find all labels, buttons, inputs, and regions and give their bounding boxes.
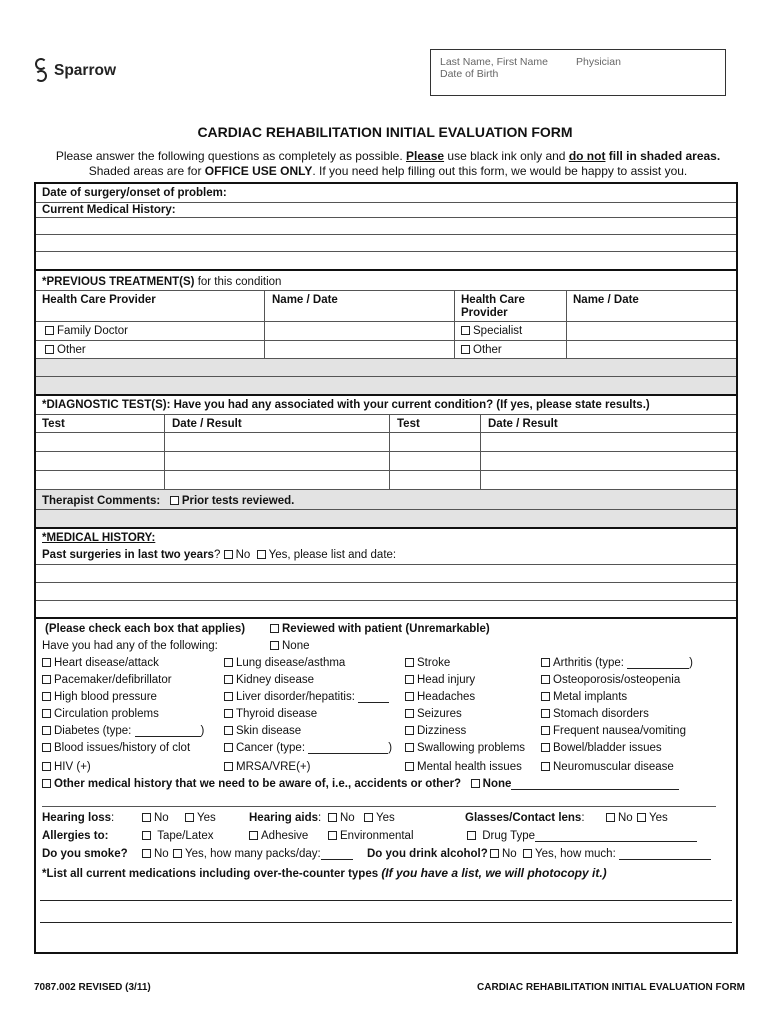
cond-headaches[interactable]	[405, 691, 475, 703]
none-label: None	[282, 640, 310, 652]
cond-nausea[interactable]	[541, 725, 686, 737]
diabetes-type-line[interactable]	[135, 736, 201, 737]
meds-label: *List all current medications including over-the-counter types	[42, 868, 382, 880]
allergy-environmental-label: Environmental	[340, 830, 414, 842]
other-history-row	[42, 778, 679, 790]
drink-no-label: No	[502, 848, 517, 860]
cancer-type-line[interactable]	[308, 753, 388, 754]
hearing-loss-no-checkbox[interactable]	[142, 813, 151, 822]
current-history-label: Current Medical History:	[42, 204, 176, 216]
cond-nausea-label: Frequent nausea/vomiting	[553, 725, 686, 737]
therapist-comments	[42, 495, 294, 507]
intro-text	[0, 149, 770, 179]
cond-mental-label: Mental health issues	[417, 761, 522, 773]
cond-bp-checkbox[interactable]	[42, 692, 51, 701]
hearing-aids-no-label: No	[340, 812, 355, 824]
hearing-loss-label	[42, 812, 114, 824]
smoke-label: Do you smoke?	[42, 848, 128, 860]
cond-blood[interactable]	[42, 742, 190, 754]
cond-stomach[interactable]	[541, 708, 649, 720]
cond-hiv[interactable]	[42, 761, 91, 773]
allergy-drug[interactable]	[467, 830, 697, 842]
cond-swallowing[interactable]	[405, 742, 525, 754]
hearing-loss-yes-checkbox[interactable]	[185, 813, 194, 822]
cond-lung-checkbox[interactable]	[224, 658, 233, 667]
drink-no-checkbox[interactable]	[490, 849, 499, 858]
drink-no[interactable]	[490, 848, 517, 860]
surgeries-no-checkbox[interactable]	[224, 550, 233, 559]
diabetes-close: )	[200, 725, 205, 737]
prior-tests-label: Prior tests reviewed.	[181, 495, 295, 507]
col-test: Test	[42, 418, 65, 430]
sparrow-logo-icon	[34, 57, 50, 85]
cond-seizures[interactable]	[405, 708, 462, 720]
cond-diabetes-checkbox[interactable]	[42, 726, 51, 735]
glasses-no-checkbox[interactable]	[606, 813, 615, 822]
cond-bp[interactable]	[42, 691, 157, 703]
cond-skin-checkbox[interactable]	[224, 726, 233, 735]
hearing-aids-yes[interactable]	[364, 812, 395, 824]
cond-head-checkbox[interactable]	[405, 675, 414, 684]
cond-osteo-checkbox[interactable]	[541, 675, 550, 684]
cond-thyroid-label: Thyroid disease	[236, 708, 318, 720]
glasses-no[interactable]	[606, 812, 633, 824]
cond-cancer-label: Cancer (type:	[236, 742, 309, 754]
diag-heading: *DIAGNOSTIC TEST(S): Have you had any associated with your current condition? (If yes, please state results.)	[42, 399, 650, 411]
smoke-no-label: No	[154, 848, 169, 860]
col-date-result2: Date / Result	[488, 418, 558, 430]
logo-text: Sparrow	[54, 62, 117, 79]
cond-diabetes-label: Diabetes (type:	[54, 725, 135, 737]
smoke-yes[interactable]	[173, 848, 353, 860]
cond-stroke-checkbox[interactable]	[405, 658, 414, 667]
liver-line[interactable]	[358, 702, 389, 703]
other-history-label: Other medical history that we need to be aware of, i.e., accidents or other?	[54, 778, 462, 790]
hearing-loss-yes[interactable]	[185, 812, 216, 824]
glasses-yes-label: Yes	[649, 812, 668, 824]
other2-option[interactable]	[461, 344, 502, 356]
col-provider2a: Health Care	[461, 294, 525, 306]
reviewed-checkbox[interactable]	[270, 624, 279, 633]
cond-pacemaker-label: Pacemaker/defibrillator	[54, 674, 172, 686]
cond-cancer[interactable]	[224, 742, 392, 754]
cond-thyroid[interactable]	[224, 708, 317, 720]
intro-l1c: use black ink only and	[444, 149, 569, 163]
cond-nausea-checkbox[interactable]	[541, 726, 550, 735]
hearing-aids-colon: :	[318, 812, 322, 824]
drug-type-line[interactable]	[535, 841, 697, 842]
cond-arthritis-checkbox[interactable]	[541, 658, 550, 667]
cond-metal-label: Metal implants	[553, 691, 628, 703]
drink-yes-label: Yes, how much:	[535, 848, 619, 860]
meds-note: (If you have a list, we will photocopy it.)	[381, 866, 607, 880]
intro-l1b: Please	[406, 149, 445, 163]
cond-heart[interactable]	[42, 657, 159, 669]
arthritis-close: )	[689, 657, 693, 669]
hearing-loss-text: Hearing loss	[42, 812, 112, 824]
allergy-environmental-checkbox[interactable]	[328, 831, 337, 840]
glasses-yes-checkbox[interactable]	[637, 813, 646, 822]
drink-yes-checkbox[interactable]	[523, 849, 532, 858]
cond-kidney-checkbox[interactable]	[224, 675, 233, 684]
cond-bowel-label: Bowel/bladder issues	[553, 742, 662, 754]
col-name-date: Name / Date	[272, 294, 338, 306]
therapist-label: Therapist Comments:	[42, 495, 161, 507]
cond-hiv-label: HIV (+)	[54, 761, 91, 773]
hearing-loss-no-label: No	[154, 812, 169, 824]
other-none-checkbox[interactable]	[471, 779, 480, 788]
cond-mrsa-label: MRSA/VRE(+)	[236, 761, 311, 773]
hearing-loss-colon: :	[111, 812, 115, 824]
cond-headaches-checkbox[interactable]	[405, 692, 414, 701]
drink-amount-line[interactable]	[619, 859, 711, 860]
sparrow-logo	[34, 57, 116, 85]
cond-blood-label: Blood issues/history of clot	[54, 742, 191, 754]
col-provider2b: Provider	[461, 307, 508, 319]
form-title: CARDIAC REHABILITATION INITIAL EVALUATION FORM	[197, 124, 573, 140]
hearing-loss-no[interactable]	[142, 812, 169, 824]
allergy-tape[interactable]	[142, 830, 213, 842]
cond-blood-checkbox[interactable]	[42, 743, 51, 752]
specialist-option[interactable]	[461, 325, 522, 337]
cond-skin-label: Skin disease	[236, 725, 302, 737]
cond-stroke-label: Stroke	[417, 657, 451, 669]
prev-heading-bold: *PREVIOUS TREATMENT(S)	[42, 276, 195, 288]
cond-dizziness[interactable]	[405, 725, 466, 737]
cond-bowel[interactable]	[541, 742, 662, 754]
surgeries-yes-checkbox[interactable]	[257, 550, 266, 559]
footer-right: CARDIAC REHABILITATION INITIAL EVALUATION FORM	[477, 982, 745, 993]
cond-stroke[interactable]	[405, 657, 450, 669]
past-surgeries-q: ?	[213, 549, 221, 561]
cond-kidney[interactable]	[224, 674, 314, 686]
cancer-close: )	[388, 742, 393, 754]
cond-hiv-checkbox[interactable]	[42, 762, 51, 771]
prev-heading-rest: for this condition	[194, 276, 282, 288]
cond-arthritis[interactable]	[541, 657, 693, 669]
hearing-loss-yes-label: Yes	[197, 812, 216, 824]
specialist-checkbox[interactable]	[461, 326, 470, 335]
prev-heading	[42, 276, 281, 288]
allergies-label: Allergies to:	[42, 830, 109, 842]
cond-metal-checkbox[interactable]	[541, 692, 550, 701]
other2-label: Other	[473, 344, 502, 356]
form-frame	[34, 182, 738, 954]
cond-head-label: Head injury	[417, 674, 476, 686]
col-test2: Test	[397, 418, 420, 430]
cond-heart-label: Heart disease/attack	[54, 657, 159, 669]
glasses-yes[interactable]	[637, 812, 668, 824]
drink-label: Do you drink alcohol?	[367, 848, 488, 860]
other-label: Other	[57, 344, 86, 356]
other-checkbox[interactable]	[45, 345, 54, 354]
hearing-aids-no[interactable]	[328, 812, 355, 824]
patient-id-box	[430, 49, 726, 96]
cond-circulation[interactable]	[42, 708, 159, 720]
drink-yes[interactable]	[523, 848, 711, 860]
hearing-aids-no-checkbox[interactable]	[328, 813, 337, 822]
check-instruction: (Please check each box that applies)	[45, 623, 246, 635]
family-doctor-checkbox[interactable]	[45, 326, 54, 335]
date-surgery-label: Date of surgery/onset of problem:	[42, 187, 227, 199]
cond-mrsa-checkbox[interactable]	[224, 762, 233, 771]
other-history-line[interactable]	[511, 789, 679, 790]
physician-label: Physician	[576, 56, 621, 68]
reviewed-option[interactable]	[270, 623, 490, 635]
hearing-aids-text: Hearing aids	[249, 812, 319, 824]
glasses-text: Glasses/Contact lens	[465, 812, 582, 824]
cond-bowel-checkbox[interactable]	[541, 743, 550, 752]
none-option[interactable]	[270, 640, 310, 652]
surgeries-no-label: No	[235, 549, 251, 561]
cond-seizures-label: Seizures	[417, 708, 462, 720]
cond-lung-label: Lung disease/asthma	[236, 657, 346, 669]
cond-circulation-checkbox[interactable]	[42, 709, 51, 718]
allergy-adhesive-label: Adhesive	[261, 830, 309, 842]
reviewed-label: Reviewed with patient (Unremarkable)	[282, 623, 490, 635]
cond-osteo[interactable]	[541, 674, 680, 686]
cond-skin[interactable]	[224, 725, 301, 737]
cond-diabetes[interactable]	[42, 725, 204, 737]
intro-l2a: Shaded areas are for	[88, 164, 205, 178]
cond-cancer-checkbox[interactable]	[224, 743, 233, 752]
cond-mrsa[interactable]	[224, 761, 310, 773]
cond-dizziness-label: Dizziness	[417, 725, 467, 737]
past-surgeries-label: Past surgeries in last two years	[42, 549, 214, 561]
cond-heart-checkbox[interactable]	[42, 658, 51, 667]
name-label: Last Name, First Name	[440, 56, 548, 68]
intro-l1e: fill in shaded areas.	[605, 149, 721, 163]
cond-metal[interactable]	[541, 691, 627, 703]
cond-stomach-label: Stomach disorders	[553, 708, 649, 720]
hearing-aids-yes-checkbox[interactable]	[364, 813, 373, 822]
smoke-no[interactable]	[142, 848, 169, 860]
have-you-label: Have you had any of the following:	[42, 640, 218, 652]
cond-thyroid-checkbox[interactable]	[224, 709, 233, 718]
hearing-aids-yes-label: Yes	[376, 812, 395, 824]
footer-left: 7087.002 REVISED (3/11)	[34, 982, 151, 993]
intro-l1d: do not	[568, 149, 606, 163]
none-checkbox[interactable]	[270, 641, 279, 650]
other-option[interactable]	[45, 344, 86, 356]
cond-mental[interactable]	[405, 761, 522, 773]
cond-kidney-label: Kidney disease	[236, 674, 314, 686]
cond-stomach-checkbox[interactable]	[541, 709, 550, 718]
glasses-label	[465, 812, 585, 824]
arthritis-type-line[interactable]	[627, 668, 689, 669]
meds-row	[42, 866, 607, 880]
allergy-tape-checkbox[interactable]	[142, 831, 151, 840]
cond-liver-checkbox[interactable]	[224, 692, 233, 701]
allergy-tape-label: Tape/Latex	[157, 830, 214, 842]
hearing-aids-label	[249, 812, 321, 824]
col-name-date2: Name / Date	[573, 294, 639, 306]
intro-l2c: . If you need help filling out this form, we would be happy to assist you.	[312, 164, 688, 178]
cond-lung[interactable]	[224, 657, 345, 669]
cond-headaches-label: Headaches	[417, 691, 476, 703]
other-none-label: None	[482, 778, 512, 790]
allergy-environmental[interactable]	[328, 830, 414, 842]
family-doctor-option[interactable]	[45, 325, 128, 337]
other-history-checkbox[interactable]	[42, 779, 51, 788]
intro-l2b: OFFICE USE ONLY	[204, 164, 313, 178]
cond-arthritis-label: Arthritis (type:	[553, 657, 628, 669]
specialist-label: Specialist	[473, 325, 523, 337]
allergy-drug-label: Drug Type	[482, 830, 536, 842]
other2-checkbox[interactable]	[461, 345, 470, 354]
cond-mental-checkbox[interactable]	[405, 762, 414, 771]
cond-neuro-label: Neuromuscular disease	[553, 761, 674, 773]
glasses-colon: :	[581, 812, 585, 824]
cond-head[interactable]	[405, 674, 475, 686]
surgeries-yes-label: Yes, please list and date:	[268, 549, 397, 561]
dob-label: Date of Birth	[440, 68, 499, 80]
cond-pacemaker[interactable]	[42, 674, 172, 686]
cond-dizziness-checkbox[interactable]	[405, 726, 414, 735]
cond-circulation-label: Circulation problems	[54, 708, 159, 720]
cond-bp-label: High blood pressure	[54, 691, 157, 703]
cond-swallowing-checkbox[interactable]	[405, 743, 414, 752]
intro-l1a: Please answer the following questions as completely as possible.	[55, 149, 407, 163]
smoke-yes-checkbox[interactable]	[173, 849, 182, 858]
packs-line[interactable]	[321, 859, 353, 860]
col-provider: Health Care Provider	[42, 294, 156, 306]
prior-tests-checkbox[interactable]	[170, 496, 179, 505]
smoke-no-checkbox[interactable]	[142, 849, 151, 858]
cond-pacemaker-checkbox[interactable]	[42, 675, 51, 684]
med-heading: *MEDICAL HISTORY:	[42, 532, 156, 544]
cond-neuro-checkbox[interactable]	[541, 762, 550, 771]
allergy-adhesive-checkbox[interactable]	[249, 831, 258, 840]
cond-seizures-checkbox[interactable]	[405, 709, 414, 718]
glasses-no-label: No	[618, 812, 633, 824]
cond-liver-label: Liver disorder/hepatitis:	[236, 691, 359, 703]
past-surgeries-row	[42, 549, 396, 561]
cond-liver[interactable]	[224, 691, 389, 703]
cond-neuro[interactable]	[541, 761, 674, 773]
col-date-result: Date / Result	[172, 418, 242, 430]
allergy-drug-checkbox[interactable]	[467, 831, 476, 840]
allergy-adhesive[interactable]	[249, 830, 308, 842]
cond-osteo-label: Osteoporosis/osteopenia	[553, 674, 681, 686]
cond-swallowing-label: Swallowing problems	[417, 742, 526, 754]
family-doctor-label: Family Doctor	[57, 325, 128, 337]
smoke-yes-label: Yes, how many packs/day:	[185, 848, 321, 860]
